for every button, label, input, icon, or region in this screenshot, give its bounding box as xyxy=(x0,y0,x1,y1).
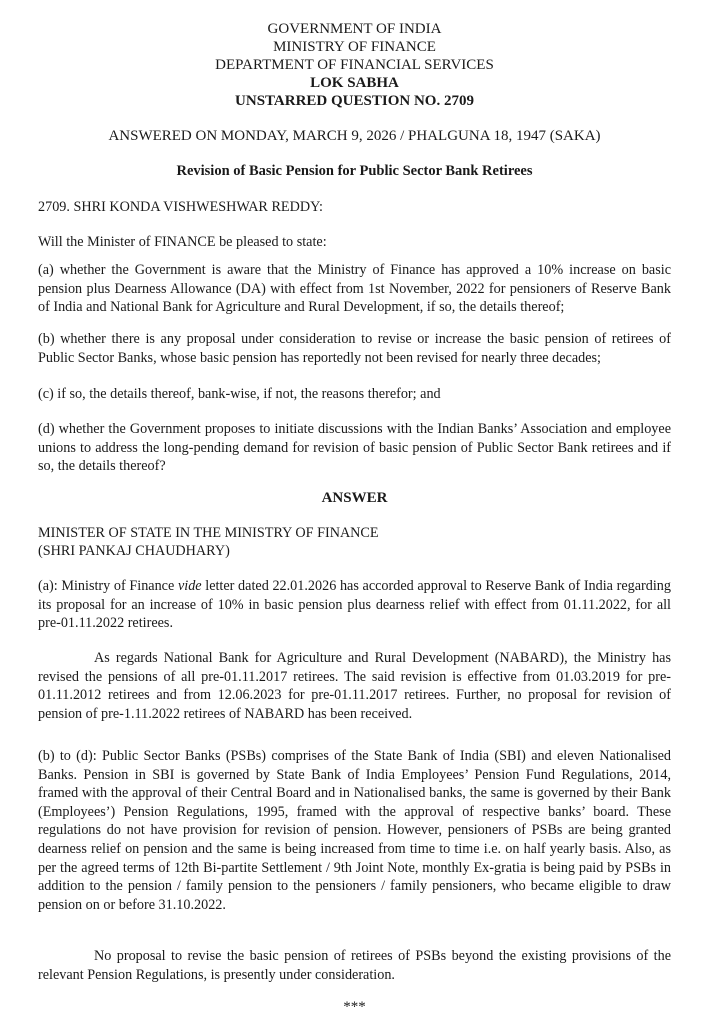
question-intro: Will the Minister of FINANCE be pleased to state: xyxy=(38,234,327,250)
minister-name: (SHRI PANKAJ CHAUDHARY) xyxy=(38,543,230,559)
answer-part-a-vide: vide xyxy=(177,578,202,594)
question-asker: 2709. SHRI KONDA VISHWESHWAR REDDY: xyxy=(38,199,323,215)
minister-title: MINISTER OF STATE IN THE MINISTRY OF FINANCE xyxy=(38,525,379,541)
answered-on-date: ANSWERED ON MONDAY, MARCH 9, 2026 / PHALGUNA 18, 1947 (SAKA) xyxy=(108,128,601,144)
header-question-number: UNSTARRED QUESTION NO. 2709 xyxy=(235,93,474,109)
answer-heading: ANSWER xyxy=(321,490,388,506)
header-house: LOK SABHA xyxy=(310,75,399,91)
question-part-d: (d) whether the Government proposes to initiate discussions with the Indian Banks’ Association and employee unions to address the long-pending demand for revision of basic pension of Public Sector Bank retirees and if so, the details thereof? xyxy=(38,421,671,475)
answer-part-a-prefix: (a): Ministry of Finance xyxy=(38,578,178,594)
answer-part-a xyxy=(38,577,671,633)
header-government: GOVERNMENT OF INDIA xyxy=(267,21,442,37)
answer-part-a-text: letter dated 22.01.2026 has accorded approval to Reserve Bank of India regarding its proposal for an increase of 10% in basic pension plus dearness relief with effect from 01.11.2022, for all pre-01.11.2022 retirees. xyxy=(38,578,671,632)
answer-nabard-paragraph: As regards National Bank for Agriculture and Rural Development (NABARD), the Ministry has revised the pensions of all pre-01.11.2017 retirees. The said revision is effective from 01.03.2019 for pre-01.11.2012 retirees and from 12.06.2023 for pre-01.11.2017 retirees. Further, no proposal for revision of pension of pre-1.11.2022 retirees of NABARD has been received. xyxy=(38,650,671,722)
question-part-b: (b) whether there is any proposal under consideration to revise or increase the basic pension of retirees of Public Sector Banks, whose basic pension has reportedly not been revised for nearly three decades; xyxy=(38,331,671,366)
question-part-a: (a) whether the Government is aware that the Ministry of Finance has approved a 10% increase on basic pension plus Dearness Allowance (DA) with effect from 1st November, 2022 for pensioners of Reserve Bank of India and National Bank for Agriculture and Rural Development, if so, the details thereof; xyxy=(38,262,671,316)
end-mark: *** xyxy=(343,999,366,1015)
answer-closing-paragraph: No proposal to revise the basic pension of retirees of PSBs beyond the existing provisions of the relevant Pension Regulations, is presently under consideration. xyxy=(38,948,671,983)
question-part-c: (c) if so, the details thereof, bank-wise, if not, the reasons therefor; and xyxy=(38,386,441,402)
question-subject: Revision of Basic Pension for Public Sector Bank Retirees xyxy=(176,163,533,179)
answer-part-b-to-d: (b) to (d): Public Sector Banks (PSBs) comprises of the State Bank of India (SBI) and eleven Nationalised Banks. Pension in SBI is governed by State Bank of India Employees’ Pension Fund Regulations, 2014, framed with the approval of their Central Board and in Nationalised banks, the same is governed by their Bank (Employees’) Pension Regulations, 1995, framed with the approval of respective banks’ board. These regulations do not have provision for revision of pension. However, pensioners of PSBs are being granted dearness relief on pension and the same is being increased from time to time i.e. on half yearly basis. Also, as per the agreed terms of 12th Bi-partite Settlement / 9th Joint Note, monthly Ex-gratia is being paid by PSBs in addition to the pension / family pension to the pensioners / family pensioners, who became eligible to draw pension on or before 31.10.2022. xyxy=(38,748,671,913)
header-ministry: MINISTRY OF FINANCE xyxy=(273,39,436,55)
header-department: DEPARTMENT OF FINANCIAL SERVICES xyxy=(215,57,494,73)
